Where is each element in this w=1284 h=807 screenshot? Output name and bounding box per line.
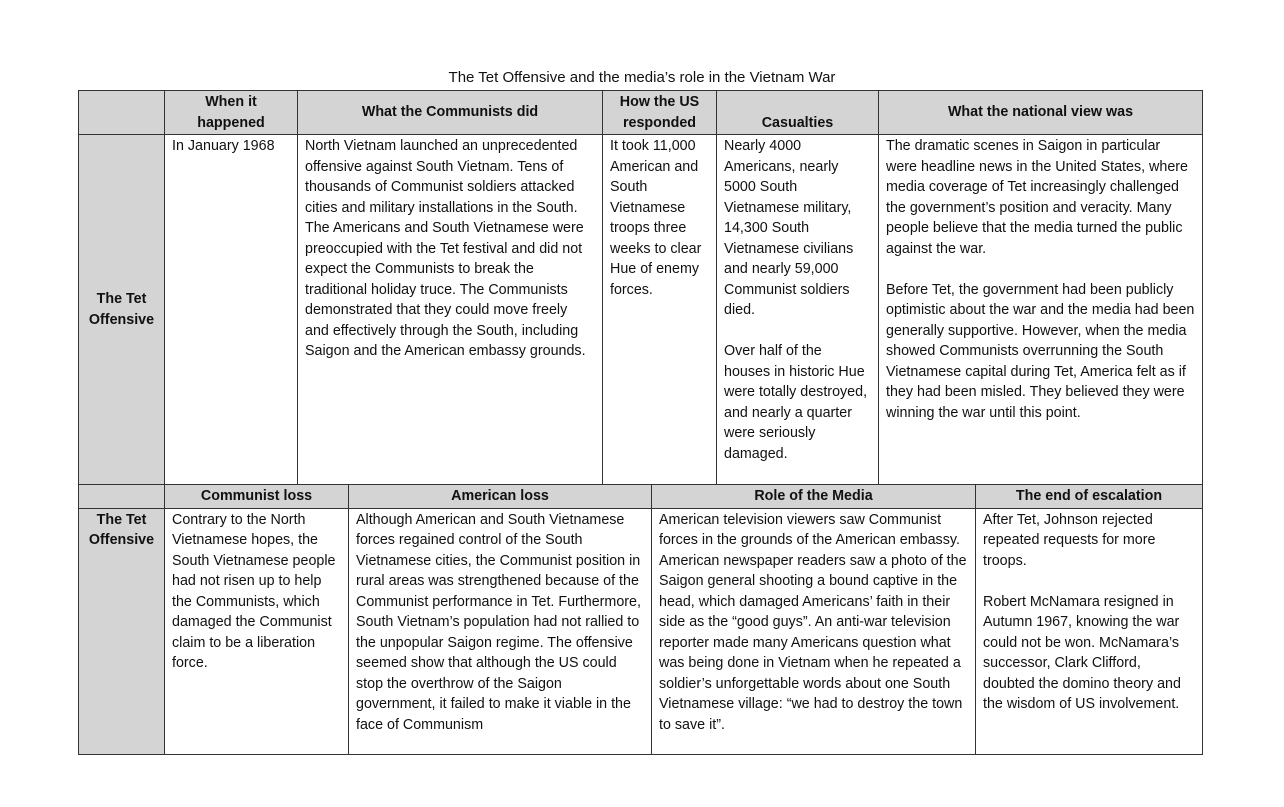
table-header-row (79, 91, 1203, 135)
header-when: When it happened (165, 91, 298, 135)
document-title: The Tet Offensive and the media’s role in the Vietnam War (448, 69, 836, 86)
table-header-row (79, 485, 1203, 509)
cell-role-of-media: American television viewers saw Communist forces in the grounds of the American embassy. American newspaper readers saw a photo of the Saigon general shooting a bound captive in the head, which damaged Americans’ faith in their side as the “good guys”. An anti-war television reporter made many Americans question what was being done in Vietnam when he repeated a soldier’s unforgettable words about one South Vietnamese village: “we had to destroy the town to save it”. (652, 508, 976, 754)
table-row (79, 135, 1203, 485)
header-casualties: Casualties (717, 91, 879, 135)
cell-communists-did: North Vietnam launched an unprecedented offensive against South Vietnam. Tens of thousands of Communist soldiers attacked cities and military installations in the South. The Americans and South Vietnamese were preoccupied with the Tet festival and did not expect the Communists to break the traditional holiday truce. The Communists demonstrated that they could move freely and effectively through the South, including Saigon and the American embassy grounds. (298, 135, 603, 485)
cell-end-of-escalation: After Tet, Johnson rejected repeated requests for more troops. Robert McNamara resigned in Autumn 1967, knowing the war could not be won. McNamara’s successor, Clark Clifford, doubted the domino theory and the wisdom of US involvement. (976, 508, 1203, 754)
header-us-responded: How the US responded (603, 91, 717, 135)
cell-national-view: The dramatic scenes in Saigon in particular were headline news in the United States, where media coverage of Tet increasingly challenged the government’s position and veracity. Many people believe that the media turned the public against the war. Before Tet, the government had been publicly optimistic about the war and the media had been generally supportive. However, when the media showed Communists overrunning the South Vietnamese capital during Tet, America felt as if they had been misled. They believed they were winning the war until this point. (879, 135, 1203, 485)
header-american-loss: American loss (349, 485, 652, 509)
header-communists-did: What the Communists did (298, 91, 603, 135)
header-corner-cell (79, 91, 165, 135)
cell-casualties: Nearly 4000 Americans, nearly 5000 South Vietnamese military, 14,300 South Vietnamese civilians and nearly 59,000 Communist soldiers died. Over half of the houses in historic Hue were totally destroyed, and nearly a quarter were seriously damaged. (717, 135, 879, 485)
cell-us-responded: It took 11,000 American and South Vietnamese troops three weeks to clear Hue of enemy forces. (603, 135, 717, 485)
table-row (79, 508, 1203, 754)
header-role-of-media: Role of the Media (652, 485, 976, 509)
cell-american-loss: Although American and South Vietnamese forces regained control of the South Vietnamese cities, the Communist position in rural areas was strengthened because of the Communist performance in Tet. Furthermore, South Vietnam’s population had not rallied to the unpopular Saigon regime. The offensive seemed show that although the US could stop the overthrow of the Saigon government, it failed to make it viable in the face of Communism (349, 508, 652, 754)
header-end-of-escalation: The end of escalation (976, 485, 1203, 509)
row-label: The Tet Offensive (79, 508, 165, 754)
header-communist-loss: Communist loss (165, 485, 349, 509)
cell-communist-loss: Contrary to the North Vietnamese hopes, the South Vietnamese people had not risen up to help the Communists, which damaged the Communist claim to be a liberation force. (165, 508, 349, 754)
tet-consequences-table (78, 484, 1203, 755)
cell-when: In January 1968 (165, 135, 298, 485)
header-corner-cell (79, 485, 165, 509)
header-national-view: What the national view was (879, 91, 1203, 135)
row-label: The Tet Offensive (79, 135, 165, 485)
tet-offensive-table (78, 90, 1203, 485)
